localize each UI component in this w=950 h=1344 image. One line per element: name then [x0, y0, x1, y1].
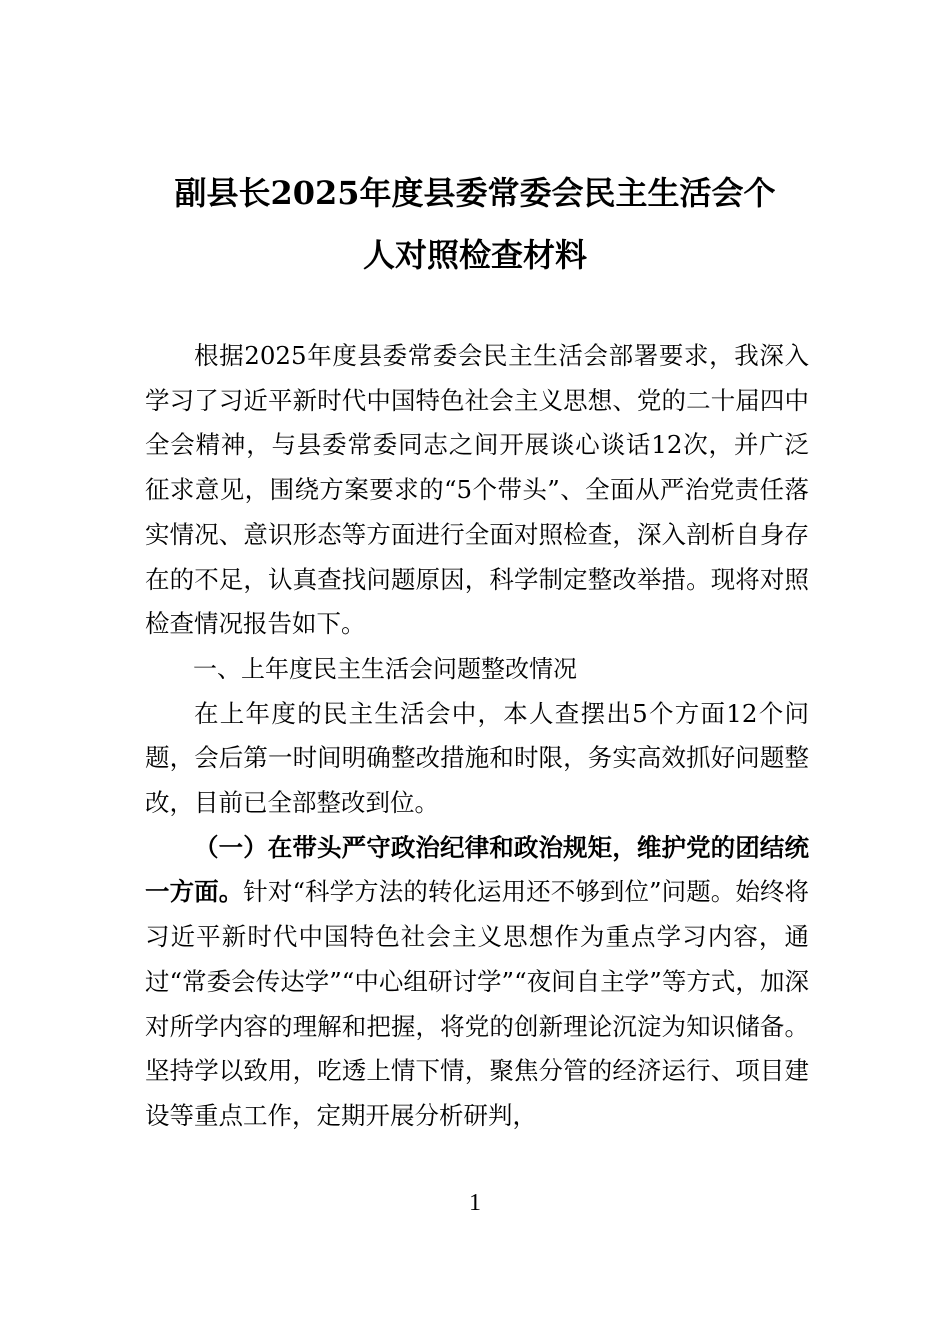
subsection-1-text: 针对“科学方法的转化运用还不够到位”问题。始终将习近平新时代中国特色社会主义思想作为重点学习内容，通过“常委会传达学”“中心组研讨学”“夜间自主学”等方式，加深对所学内容的理解和把握，将党的创新理论沉淀为知识储备。坚持学以致用，吃透上情下情，聚焦分管的经济运行、项目建设等重点工作，定期开展分析研判，	[145, 877, 809, 1130]
title-line-2: 人对照检查材料	[362, 236, 587, 274]
subsection-1-paragraph	[145, 826, 809, 1139]
section-1-paragraph: 在上年度的民主生活会中，本人查摆出5个方面12个问题，会后第一时间明确整改措施和时限，务实高效抓好问题整改，目前已全部整改到位。	[145, 698, 809, 818]
subsection-1-heading: （一）在带头严守政治纪律和政治规矩，维护党的团结统一方面。	[145, 832, 809, 907]
document-title	[140, 162, 810, 286]
title-line-1: 副县长2025年度县委常委会民主生活会个	[174, 174, 776, 212]
section-heading-1: 一、上年度民主生活会问题整改情况	[193, 654, 577, 683]
page-number: 1	[469, 1190, 481, 1216]
intro-paragraph: 根据2025年度县委常委会民主生活会部署要求，我深入学习了习近平新时代中国特色社会主义思想、党的二十届四中全会精神，与县委常委同志之间开展谈心谈话12次，并广泛征求意见，围绕方案要求的“5个带头”、全面从严治党责任落实情况、意识形态等方面进行全面对照检查，深入剖析自身存在的不足，认真查找问题原因，科学制定整改举措。现将对照检查情况报告如下。	[145, 341, 809, 639]
document-body	[145, 334, 809, 1139]
